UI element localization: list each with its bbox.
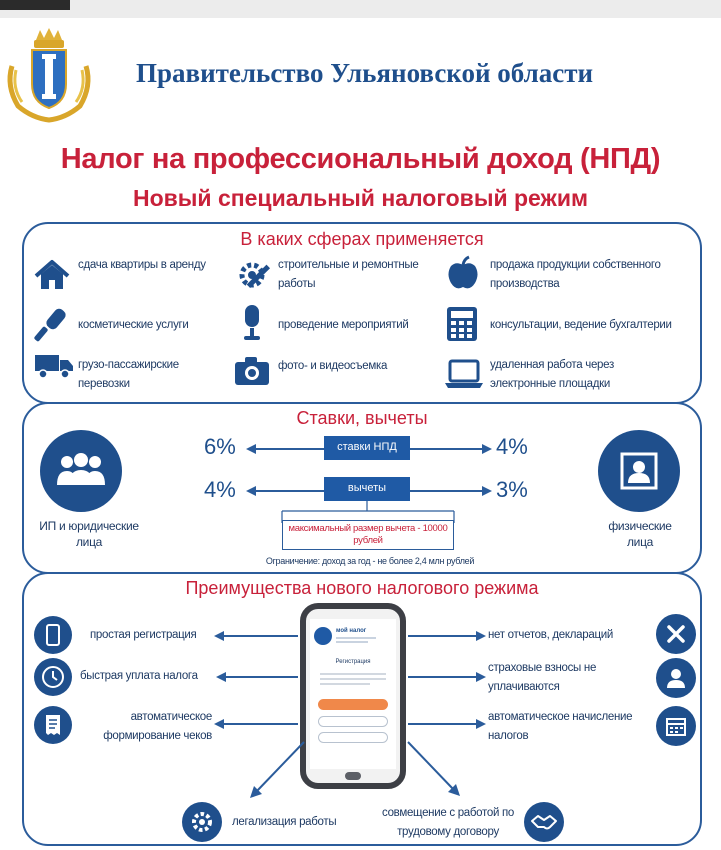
adv-combine-job: совмещение с работой по трудовому договору: [382, 807, 514, 838]
sphere-photo-video: фото- и видеосъемка: [278, 360, 388, 372]
arrow-adv-right-1: [408, 629, 486, 647]
gear-icon: [182, 802, 222, 842]
individuals-label: физические лица: [608, 519, 672, 549]
camera-icon: [234, 356, 270, 391]
sphere-rent: сдача квартиры в аренду: [78, 259, 206, 271]
app-name: мой налог: [336, 628, 367, 634]
max-deduction-text: максимальный размер вычета - 10000 рублей: [288, 523, 448, 546]
sphere-consulting: консультации, ведение бухгалтерии: [490, 319, 672, 331]
calendar-icon: [656, 706, 696, 746]
max-deduction-box: [282, 520, 454, 550]
legal-entities-label: ИП и юридические лица: [39, 519, 139, 549]
handshake-icon: [524, 802, 564, 842]
tax-app-logo: [314, 627, 332, 645]
close-icon: [656, 614, 696, 654]
tax-rates-box: ставки НПД: [324, 436, 410, 460]
arrow-down-right: [404, 740, 464, 805]
sphere-events: проведение мероприятий: [278, 319, 409, 331]
advantages-title: Преимущества нового налогового режима: [185, 578, 539, 598]
sphere-production: продажа продукции собственного производства: [490, 259, 661, 290]
adv-auto-tax: автоматическое начисление налогов: [488, 711, 633, 742]
sphere-cosmetics: косметические услуги: [78, 319, 189, 331]
sphere-transport: грузо-пассажирские перевозки: [78, 359, 179, 390]
phone-icon: [34, 616, 72, 654]
adv-auto-receipts: автоматическое формирование чеков: [103, 711, 212, 742]
arrow-adv-right-3: [408, 717, 486, 735]
arrow-adv-left-2: [216, 670, 298, 688]
adv-fast-payment: быстрая уплата налога: [80, 670, 198, 682]
income-limit-text: Ограничение: доход за год - не более 2,4 млн рублей: [265, 556, 475, 566]
rate-left-4: 4%: [204, 477, 236, 502]
spheres-title: В каких сферах применяется: [240, 229, 484, 249]
adv-no-reports: нет отчетов, деклараций: [488, 629, 613, 641]
sphere-remote-work: удаленная работа через электронные площадки: [490, 359, 614, 390]
arrow-adv-right-2: [408, 670, 486, 688]
registration-title: Регистрация: [335, 659, 371, 665]
person-icon: [656, 658, 696, 698]
register-button[interactable]: [318, 699, 388, 710]
laptop-icon: [444, 360, 484, 395]
organization-name: Правительство Ульяновской области: [136, 58, 594, 88]
receipt-icon: [34, 706, 72, 744]
id-card-icon: [598, 430, 680, 512]
option-button-2[interactable]: [318, 732, 388, 743]
home-button: [345, 772, 361, 780]
house-icon: [34, 260, 70, 295]
coat-of-arms-logo: [4, 26, 94, 122]
arrow-adv-left-1: [214, 629, 298, 647]
rate-right-3: 3%: [496, 477, 528, 502]
arrow-right-2: [410, 484, 492, 502]
truck-icon: [34, 352, 74, 385]
group-icon: [40, 430, 122, 512]
adv-simple-registration: простая регистрация: [90, 629, 197, 641]
adv-legalization: легализация работы: [232, 816, 337, 828]
clock-icon: [34, 658, 72, 696]
rate-left-6: 6%: [204, 434, 236, 459]
arrow-left-1: [246, 442, 324, 460]
rates-title: Ставки, вычеты: [296, 408, 428, 428]
microphone-icon: [240, 304, 264, 347]
smartphone-illustration: [300, 603, 406, 789]
comb-icon: [34, 306, 74, 347]
arrow-left-2: [246, 484, 324, 502]
sphere-construction: строительные и ремонтные работы: [278, 259, 419, 290]
adv-no-insurance: страховые взносы не уплачиваются: [488, 662, 597, 693]
page-subtitle: Новый специальный налоговый режим: [132, 185, 588, 211]
arrow-adv-left-3: [214, 717, 298, 735]
rate-right-4: 4%: [496, 434, 528, 459]
arrow-down-left: [248, 740, 308, 805]
apple-icon: [446, 256, 480, 297]
arrow-right-1: [410, 442, 492, 460]
calculator-icon: [446, 306, 478, 347]
page-title: Налог на профессиональный доход (НПД): [60, 143, 661, 175]
top-bar: [0, 0, 721, 18]
option-button-1[interactable]: [318, 716, 388, 727]
gear-wrench-icon: [236, 258, 272, 297]
deductions-box: вычеты: [324, 477, 410, 501]
